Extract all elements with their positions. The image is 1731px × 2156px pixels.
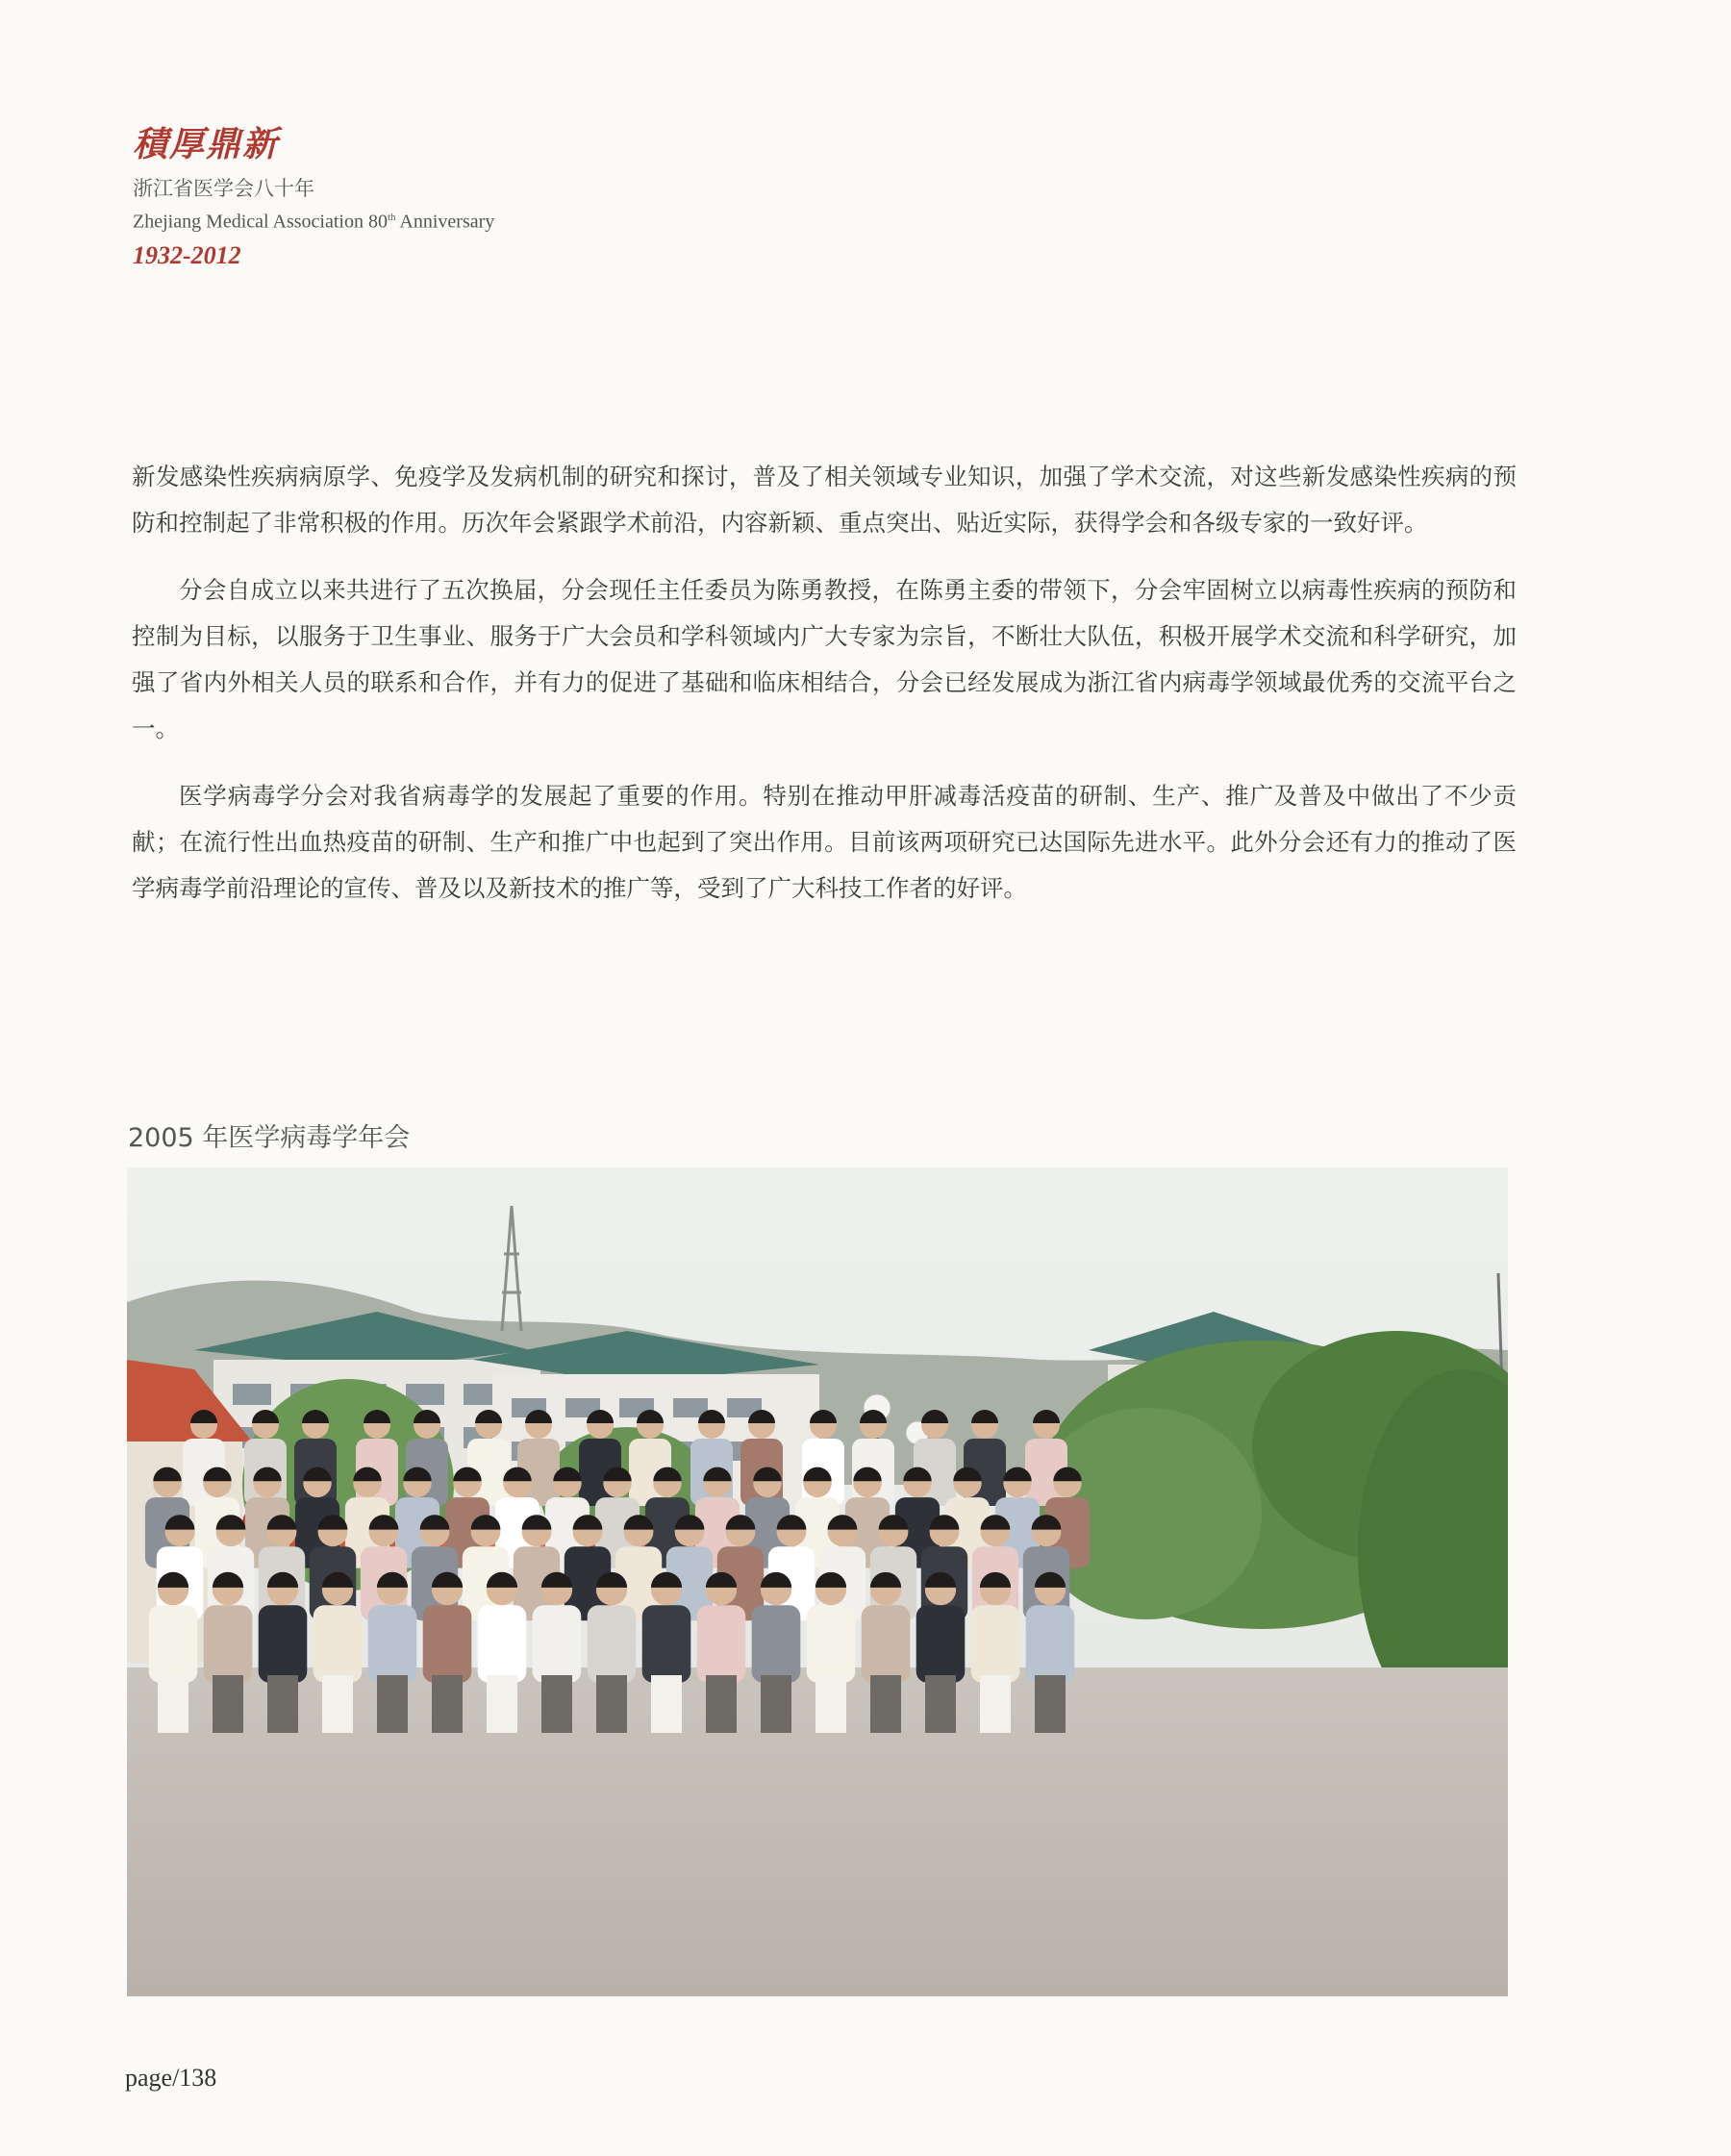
header-title-en: [133, 204, 806, 236]
person-legs: [487, 1675, 517, 1733]
paragraph-3: 医学病毒学分会对我省病毒学的发展起了重要的作用。特别在推动甲肝减毒活疫苗的研制、生产、推广及普及中做出了不少贡献；在流行性出血热疫苗的研制、生产和推广中也起到了突出作用。目前该两项研究已达国际先进水平。此外分会还有力的推动了医学病毒学前沿理论的宣传、普及以及新技术的推广等，受到了广大科技工作者的好评。: [132, 782, 1517, 902]
calligraphy-title: 積厚鼎新: [133, 124, 280, 164]
group-photo-illustration: [127, 1167, 1508, 1996]
person-legs: [925, 1675, 956, 1733]
person-legs: [432, 1675, 463, 1733]
person-legs: [596, 1675, 627, 1733]
person-legs: [541, 1675, 572, 1733]
person-legs: [158, 1675, 188, 1733]
page-header: [133, 123, 806, 272]
person-legs: [651, 1675, 682, 1733]
header-years: 1932-2012: [133, 240, 241, 269]
person-legs: [213, 1675, 243, 1733]
page-number: page/138: [125, 2064, 217, 2092]
article-body: [132, 454, 1517, 933]
header-title-en-tail: Anniversary: [395, 211, 495, 233]
person-legs: [1035, 1675, 1066, 1733]
photo-caption: 2005 年医学病毒学年会: [128, 1123, 411, 1153]
person-legs: [706, 1675, 737, 1733]
paragraph-2: 分会自成立以来共进行了五次换届，分会现任主任委员为陈勇教授，在陈勇主委的带领下，分会牢固树立以病毒性疾病的预防和控制为目标，以服务于卫生事业、服务于广大会员和学科领域内广大专家为宗旨，不断壮大队伍，积极开展学术交流和科学研究，加强了省内外相关人员的联系和合作，并有力的促进了基础和临床相结合，分会已经发展成为浙江省内病毒学领域最优秀的交流平台之一。: [132, 576, 1517, 742]
header-title-en-main: Zhejiang Medical Association 80: [133, 211, 388, 233]
header-title-en-sup: th: [387, 212, 396, 223]
person-legs: [870, 1675, 901, 1733]
person-legs: [377, 1675, 408, 1733]
person-legs: [322, 1675, 353, 1733]
person-legs: [980, 1675, 1011, 1733]
person-legs: [761, 1675, 791, 1733]
header-title-cn: 浙江省医学会八十年: [133, 177, 314, 200]
person-legs: [815, 1675, 846, 1733]
person-legs: [267, 1675, 298, 1733]
group-photo: [127, 1167, 1508, 1996]
paragraph-1: 新发感染性疾病病原学、免疫学及发病机制的研究和探讨，普及了相关领域专业知识，加强了学术交流，对这些新发感染性疾病的预防和控制起了非常积极的作用。历次年会紧跟学术前沿，内容新颖、重点突出、贴近实际，获得学会和各级专家的一致好评。: [132, 463, 1517, 537]
